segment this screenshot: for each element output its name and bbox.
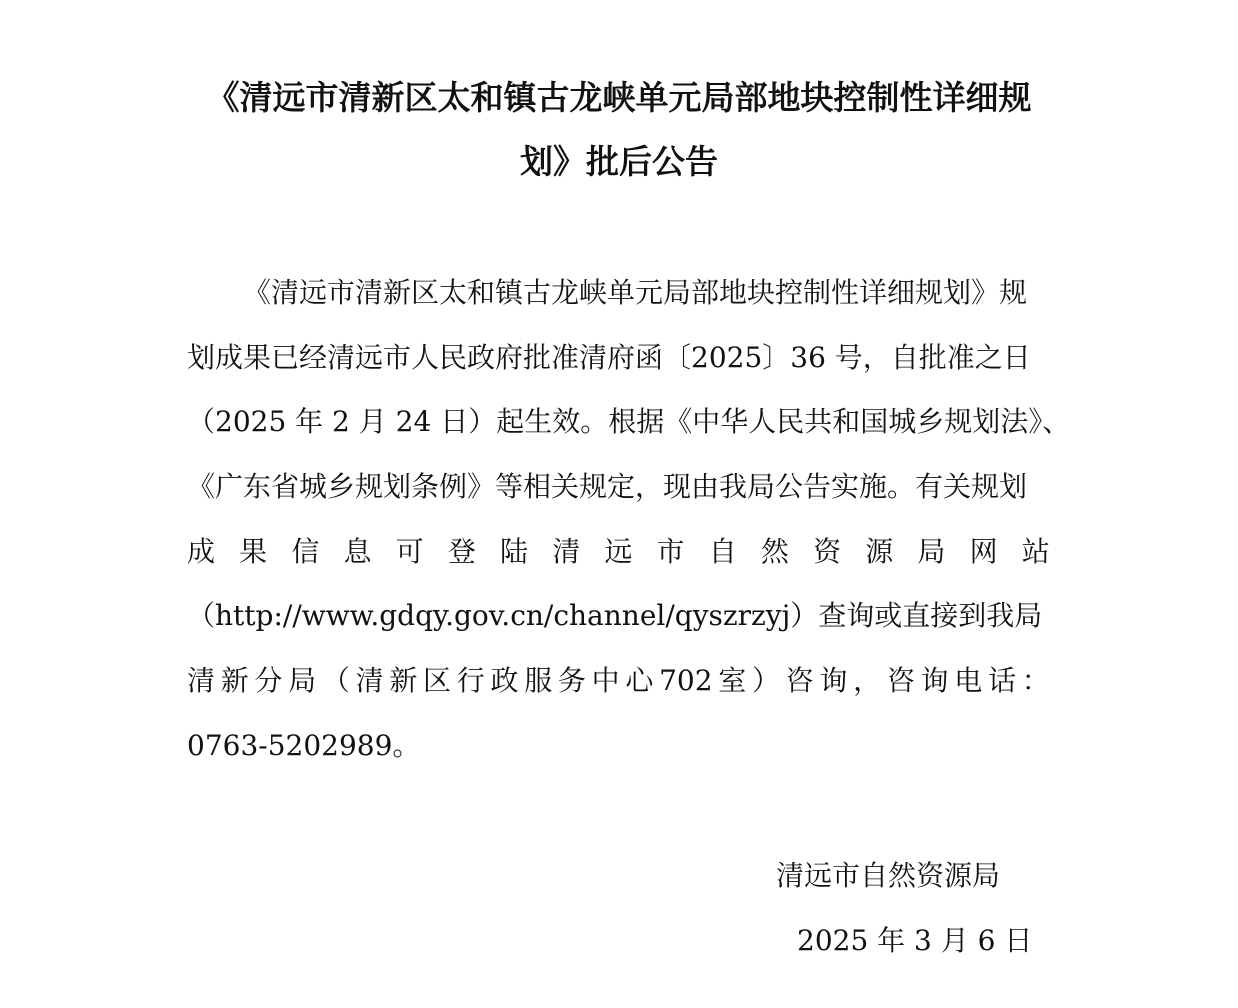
body-char: 话 bbox=[987, 664, 1016, 697]
body-char: 服 bbox=[524, 664, 553, 697]
body-char: 资 bbox=[813, 535, 842, 568]
body-char: 心 bbox=[625, 664, 654, 697]
body-line-7 bbox=[187, 664, 1050, 697]
body-char: 局 bbox=[288, 664, 317, 697]
body-char: 可 bbox=[395, 535, 424, 568]
body-char: 行 bbox=[456, 664, 485, 697]
body-char: 站 bbox=[1021, 535, 1050, 568]
notice-title-line-2: 划》批后公告 bbox=[520, 142, 718, 181]
body-char: 分 bbox=[254, 664, 283, 697]
body-char: ） bbox=[751, 664, 780, 697]
body-char: 陆 bbox=[500, 535, 529, 568]
body-char: 咨 bbox=[785, 664, 814, 697]
body-char: 信 bbox=[291, 535, 320, 568]
body-char: 新 bbox=[220, 664, 249, 697]
body-char: 源 bbox=[865, 535, 894, 568]
body-line-5 bbox=[187, 535, 1050, 568]
body-char: 咨 bbox=[886, 664, 915, 697]
body-char: 新 bbox=[389, 664, 418, 697]
body-char: 清 bbox=[552, 535, 581, 568]
body-char: 清 bbox=[187, 664, 216, 697]
body-char: 政 bbox=[490, 664, 519, 697]
body-char: 息 bbox=[343, 535, 372, 568]
body-line-4: 《广东省城乡规划条例》等相关规定，现由我局公告实施。有关规划 bbox=[187, 470, 1028, 503]
notice-title-line-1: 《清远市清新区太和镇古龙峡单元局部地块控制性详细规 bbox=[206, 78, 1032, 117]
body-line-3: （2025 年 2 月 24 日）起生效。根据《中华人民共和国城乡规划法》、 bbox=[187, 405, 1071, 438]
body-char: 电 bbox=[954, 664, 983, 697]
body-char: 自 bbox=[708, 535, 737, 568]
body-line-8: 0763-5202989。 bbox=[187, 729, 421, 762]
body-char: 市 bbox=[656, 535, 685, 568]
body-char: 清 bbox=[355, 664, 384, 697]
body-char: 登 bbox=[447, 535, 476, 568]
body-char: 然 bbox=[760, 535, 789, 568]
body-char: 702 bbox=[659, 664, 713, 697]
body-char: 果 bbox=[239, 535, 268, 568]
body-char: 网 bbox=[969, 535, 998, 568]
body-char: 中 bbox=[591, 664, 620, 697]
issue-date: 2025 年 3 月 6 日 bbox=[797, 924, 1033, 957]
body-line-6: （http://www.gdqy.gov.cn/channel/qyszrzyj）查询或直接到我局 bbox=[187, 599, 1043, 632]
body-char: 询 bbox=[920, 664, 949, 697]
body-line-1: 《清远市清新区太和镇古龙峡单元局部地块控制性详细规划》规 bbox=[243, 276, 1028, 309]
body-char: 成 bbox=[187, 535, 216, 568]
body-char: （ bbox=[321, 664, 350, 697]
issuer-signature: 清远市自然资源局 bbox=[776, 859, 1001, 892]
body-char: 局 bbox=[917, 535, 946, 568]
body-char: ： bbox=[1021, 664, 1050, 697]
body-char: 远 bbox=[604, 535, 633, 568]
body-char: 务 bbox=[557, 664, 586, 697]
body-line-2: 划成果已经清远市人民政府批准清府函〔2025〕36 号，自批准之日 bbox=[187, 341, 1031, 374]
body-char: 询 bbox=[819, 664, 848, 697]
body-char: 室 bbox=[718, 664, 747, 697]
body-char: 区 bbox=[423, 664, 452, 697]
body-char: ， bbox=[853, 664, 882, 697]
